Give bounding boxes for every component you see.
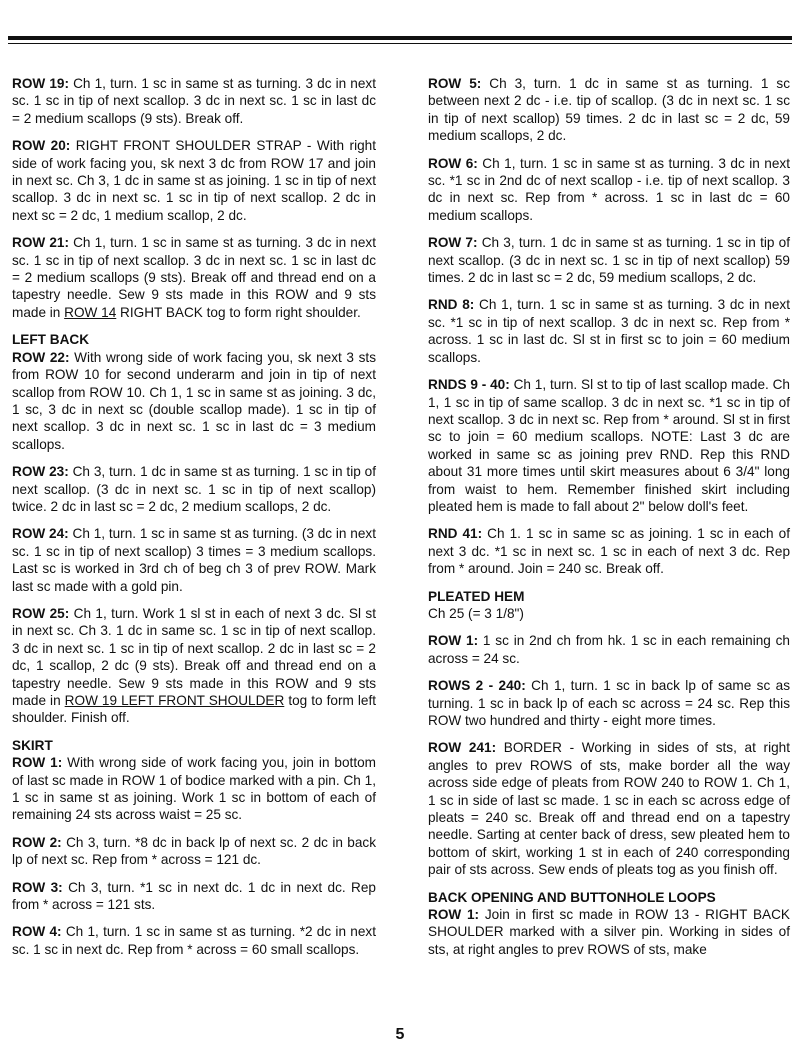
row-label: ROW 25: [12, 605, 70, 621]
row-label: ROW 1: [428, 907, 480, 923]
header-rule-thick [8, 36, 792, 40]
section-heading-left-back: LEFT BACK [12, 332, 90, 348]
row-label: ROW 2: [12, 834, 62, 850]
instruction-paragraph [428, 376, 790, 515]
row-label: ROW 1: [428, 633, 479, 649]
instruction-text: Ch 3, turn. 1 dc in same st as turning. 1 sc in tip of next scallop. (3 dc in next sc. 1 sc in tip of next scallop) twice. 2 dc in last sc = 2 dc, 2 medium scallops, 2 dc. [12, 464, 376, 514]
left-column [12, 75, 376, 958]
instruction-text: RIGHT BACK tog to form right shoulder. [116, 304, 361, 320]
instruction-paragraph [12, 463, 376, 515]
instruction-paragraph [428, 525, 790, 577]
instruction-text: Ch 1, turn. 1 sc in same st as turning. 3 dc in next sc. *1 sc in 2nd dc of next scallop - i.e. tip of next scallop. 3 dc in next sc. Rep from * across. 1 sc in last dc = 60 medium scallops. [428, 155, 790, 223]
instruction-text: Ch 1, turn. 1 sc in same st as turning. 3 dc in next sc. 1 sc in tip of next scallop. 3 dc in next sc. 1 sc in last dc = 2 medium scallops (9 sts). Break off. [12, 76, 376, 126]
instruction-text: With wrong side of work facing you, sk next 3 sts from ROW 10 for second underarm and join in tip of next scallop from ROW 10. Ch 1, 1 sc in same st as joining. 3 dc, 1 sc, 3 dc in next sc (double scallop made). 1 sc in tip of next scallop. 3 dc in next sc. 1 sc in last dc = 3 medium scallops. [12, 349, 376, 452]
instruction-paragraph [428, 296, 790, 366]
row-label: ROW 3: [12, 879, 63, 895]
header-rule [8, 36, 792, 44]
instruction-text: Ch 3, turn. 1 dc in same st as turning. 1 sc in tip of next scallop. (3 dc in next sc. 1 sc in tip of next scallop) 59 times. 2 dc in last sc = 2 dc, 59 medium scallops, 2 dc. [428, 235, 790, 286]
row-label: RND 8: [428, 297, 475, 313]
header-rule-thin [8, 43, 792, 44]
right-column [428, 75, 790, 958]
underlined-reference: ROW 19 LEFT FRONT SHOULDER [64, 693, 285, 708]
instruction-text: Ch 1, turn. 1 sc in same st as turning. 3 dc in next sc. 1 sc in tip of next scallop. 3 dc in next sc. 1 sc in last dc = 2 medium scallops (9 sts). Break off and thread end on a tapestry needle. Sew 9 sts made in this ROW and 9 sts made in [12, 235, 376, 320]
row-label: ROW 6: [428, 155, 478, 171]
instruction-paragraph [428, 739, 790, 878]
instruction-paragraph [12, 605, 376, 727]
underlined-reference: ROW 14 [64, 304, 117, 320]
instruction-text: Ch 1, turn. 1 sc in back lp of same sc as turning. 1 sc in back lp of each sc across = 24 sc. Rep this ROW two hundred and thirty - eight more times. [428, 678, 790, 728]
pleated-hem-chain-note: Ch 25 (= 3 1/8") [428, 605, 524, 621]
row-label: ROWS 2 - 240: [428, 678, 526, 694]
instruction-text: Ch 3, turn. 1 dc in same st as turning. 1 sc between next 2 dc - i.e. tip of scallop. (3 dc in next sc. 1 sc in tip of next scallop) 59 times. 2 dc in last sc = 2 dc, 59 medium scallops, 2 dc. [428, 76, 790, 144]
row-label: ROW 23: [12, 464, 69, 480]
instruction-paragraph [12, 879, 376, 914]
instruction-text: Ch 3, turn. *8 dc in back lp of next sc. 2 dc in back lp of next sc. Rep from * across = 121 dc. [12, 834, 376, 868]
instruction-text: Ch 3, turn. *1 sc in next dc. 1 dc in next dc. Rep from * across = 121 sts. [12, 879, 376, 913]
instruction-text: Ch 1, turn. 1 sc in same st as turning. *2 dc in next sc. 1 sc in next dc. Rep from * across = 60 small scallops. [12, 924, 376, 957]
instruction-paragraph [12, 754, 376, 824]
instruction-paragraph [12, 234, 376, 321]
page-number: 5 [395, 1026, 405, 1043]
row-label: ROW 21: [12, 235, 69, 251]
row-label: ROW 5: [428, 76, 482, 91]
instruction-text: With wrong side of work facing you, join in bottom of last sc made in ROW 1 of bodice marked with a pin. Ch 1, 1 sc in same st as joining. Work 1 sc in bottom of each of remaining 24 sts across waist = 25 sc. [12, 755, 376, 823]
instruction-paragraph [428, 155, 790, 225]
row-label: ROW 22: [12, 349, 70, 365]
instruction-text: Ch 1, turn. 1 sc in same st as turning. (3 dc in next sc. 1 sc in tip of next scallop) 3 times = 3 medium scallops. Last sc is worked in 3rd ch of beg ch 3 of prev ROW. Mark last sc made with a gold pin. [12, 526, 376, 594]
row-label: ROW 1: [12, 755, 63, 771]
instruction-text: Join in first sc made in ROW 13 - RIGHT BACK SHOULDER marked with a silver pin. Working in sides of sts, at right angles to prev ROWS of sts, make [428, 907, 790, 957]
row-label: ROW 24: [12, 526, 69, 542]
section-heading-skirt: SKIRT [12, 737, 53, 753]
instruction-paragraph [12, 834, 376, 869]
instruction-paragraph [428, 75, 790, 145]
instruction-paragraph [12, 137, 376, 224]
instruction-paragraph [12, 75, 376, 127]
row-label: RNDS 9 - 40: [428, 377, 510, 393]
row-label: ROW 241: [428, 740, 497, 756]
section-heading-back-opening: BACK OPENING AND BUTTONHOLE LOOPS [428, 889, 716, 905]
row-label: ROW 19: [12, 76, 69, 91]
instruction-paragraph [428, 234, 790, 286]
instruction-paragraph [12, 349, 376, 453]
instruction-text: Ch 1, turn. Work 1 sl st in each of next 3 dc. Sl st in next sc. Ch 3. 1 dc in same sc. 1 sc in tip of next scallop. 3 dc in next sc. 1 sc in tip of next scallop. 2 dc in last sc = 2 dc, 1 scallop, 2 dc (9 sts). Break off and thread end on a tapestry needle. Sew 9 sts made in this ROW and 9 sts made in [12, 605, 376, 708]
instruction-text: BORDER - Working in sides of sts, at right angles to prev ROWS of sts, make border all the way across side edge of pleats from ROW 240 to ROW 1. Ch 1, 1 sc in side of last sc made. 1 sc in each sc across edge of pleats = 240 sc. Break off and thread end on a tapestry needle. Sarting at center back of dress, sew pleated hem to bottom of skirt, working 1 st in each of 240 corresponding pair of sts across. Sew ends of pleats tog as you finish off. [428, 740, 790, 878]
section-heading-pleated-hem: PLEATED HEM [428, 588, 525, 604]
instruction-paragraph [12, 525, 376, 595]
instruction-paragraph [428, 906, 790, 958]
instruction-paragraph [428, 632, 790, 667]
instruction-text: Ch 1. 1 sc in same sc as joining. 1 sc in each of next 3 dc. *1 sc in next sc. 1 sc in each of next 3 dc. Rep from * around. Join = 240 sc. Break off. [428, 526, 790, 577]
row-label: RND 41: [428, 526, 483, 542]
row-label: ROW 7: [428, 235, 478, 251]
instruction-text: RIGHT FRONT SHOULDER STRAP - With right side of work facing you, sk next 3 dc from ROW 17 and join in next sc. Ch 3, 1 dc in same st as joining. 1 sc in tip of next scallop. 3 dc in next sc. 1 sc in tip of next scallop. 2 dc in next sc = 2 dc, 1 medium scallop, 2 dc. [12, 138, 376, 223]
instruction-text: Ch 1, turn. Sl st to tip of last scallop made. Ch 1, 1 sc in tip of same scallop. 3 dc in next sc. *1 sc in tip of next scallop. 3 dc in next sc. Rep from * around. Sl st in first sc to join = 60 medium scallops. NOTE: Last 3 dc are worked in same sc as joining prev RND. Rep this RND about 31 more times until skirt measures about 6 3/4" long from waist to hem. Remember finished skirt including pleated hem is made to fall about 2" below doll's feet. [428, 377, 790, 514]
row-label: ROW 4: [12, 924, 62, 940]
instruction-text: 1 sc in 2nd ch from hk. 1 sc in each remaining ch across = 24 sc. [428, 633, 790, 666]
instruction-paragraph [428, 677, 790, 729]
instruction-text: Ch 1, turn. 1 sc in same st as turning. 3 dc in next sc. *1 sc in tip of next scallop. 3 dc in next sc. Rep from * across. 1 sc in last dc. Sl st in first sc to join = 60 medium scallops. [428, 297, 790, 365]
instruction-text: tog to form left shoulder. Finish off. [12, 693, 377, 726]
instruction-paragraph [12, 923, 376, 958]
row-label: ROW 20: [12, 138, 71, 154]
